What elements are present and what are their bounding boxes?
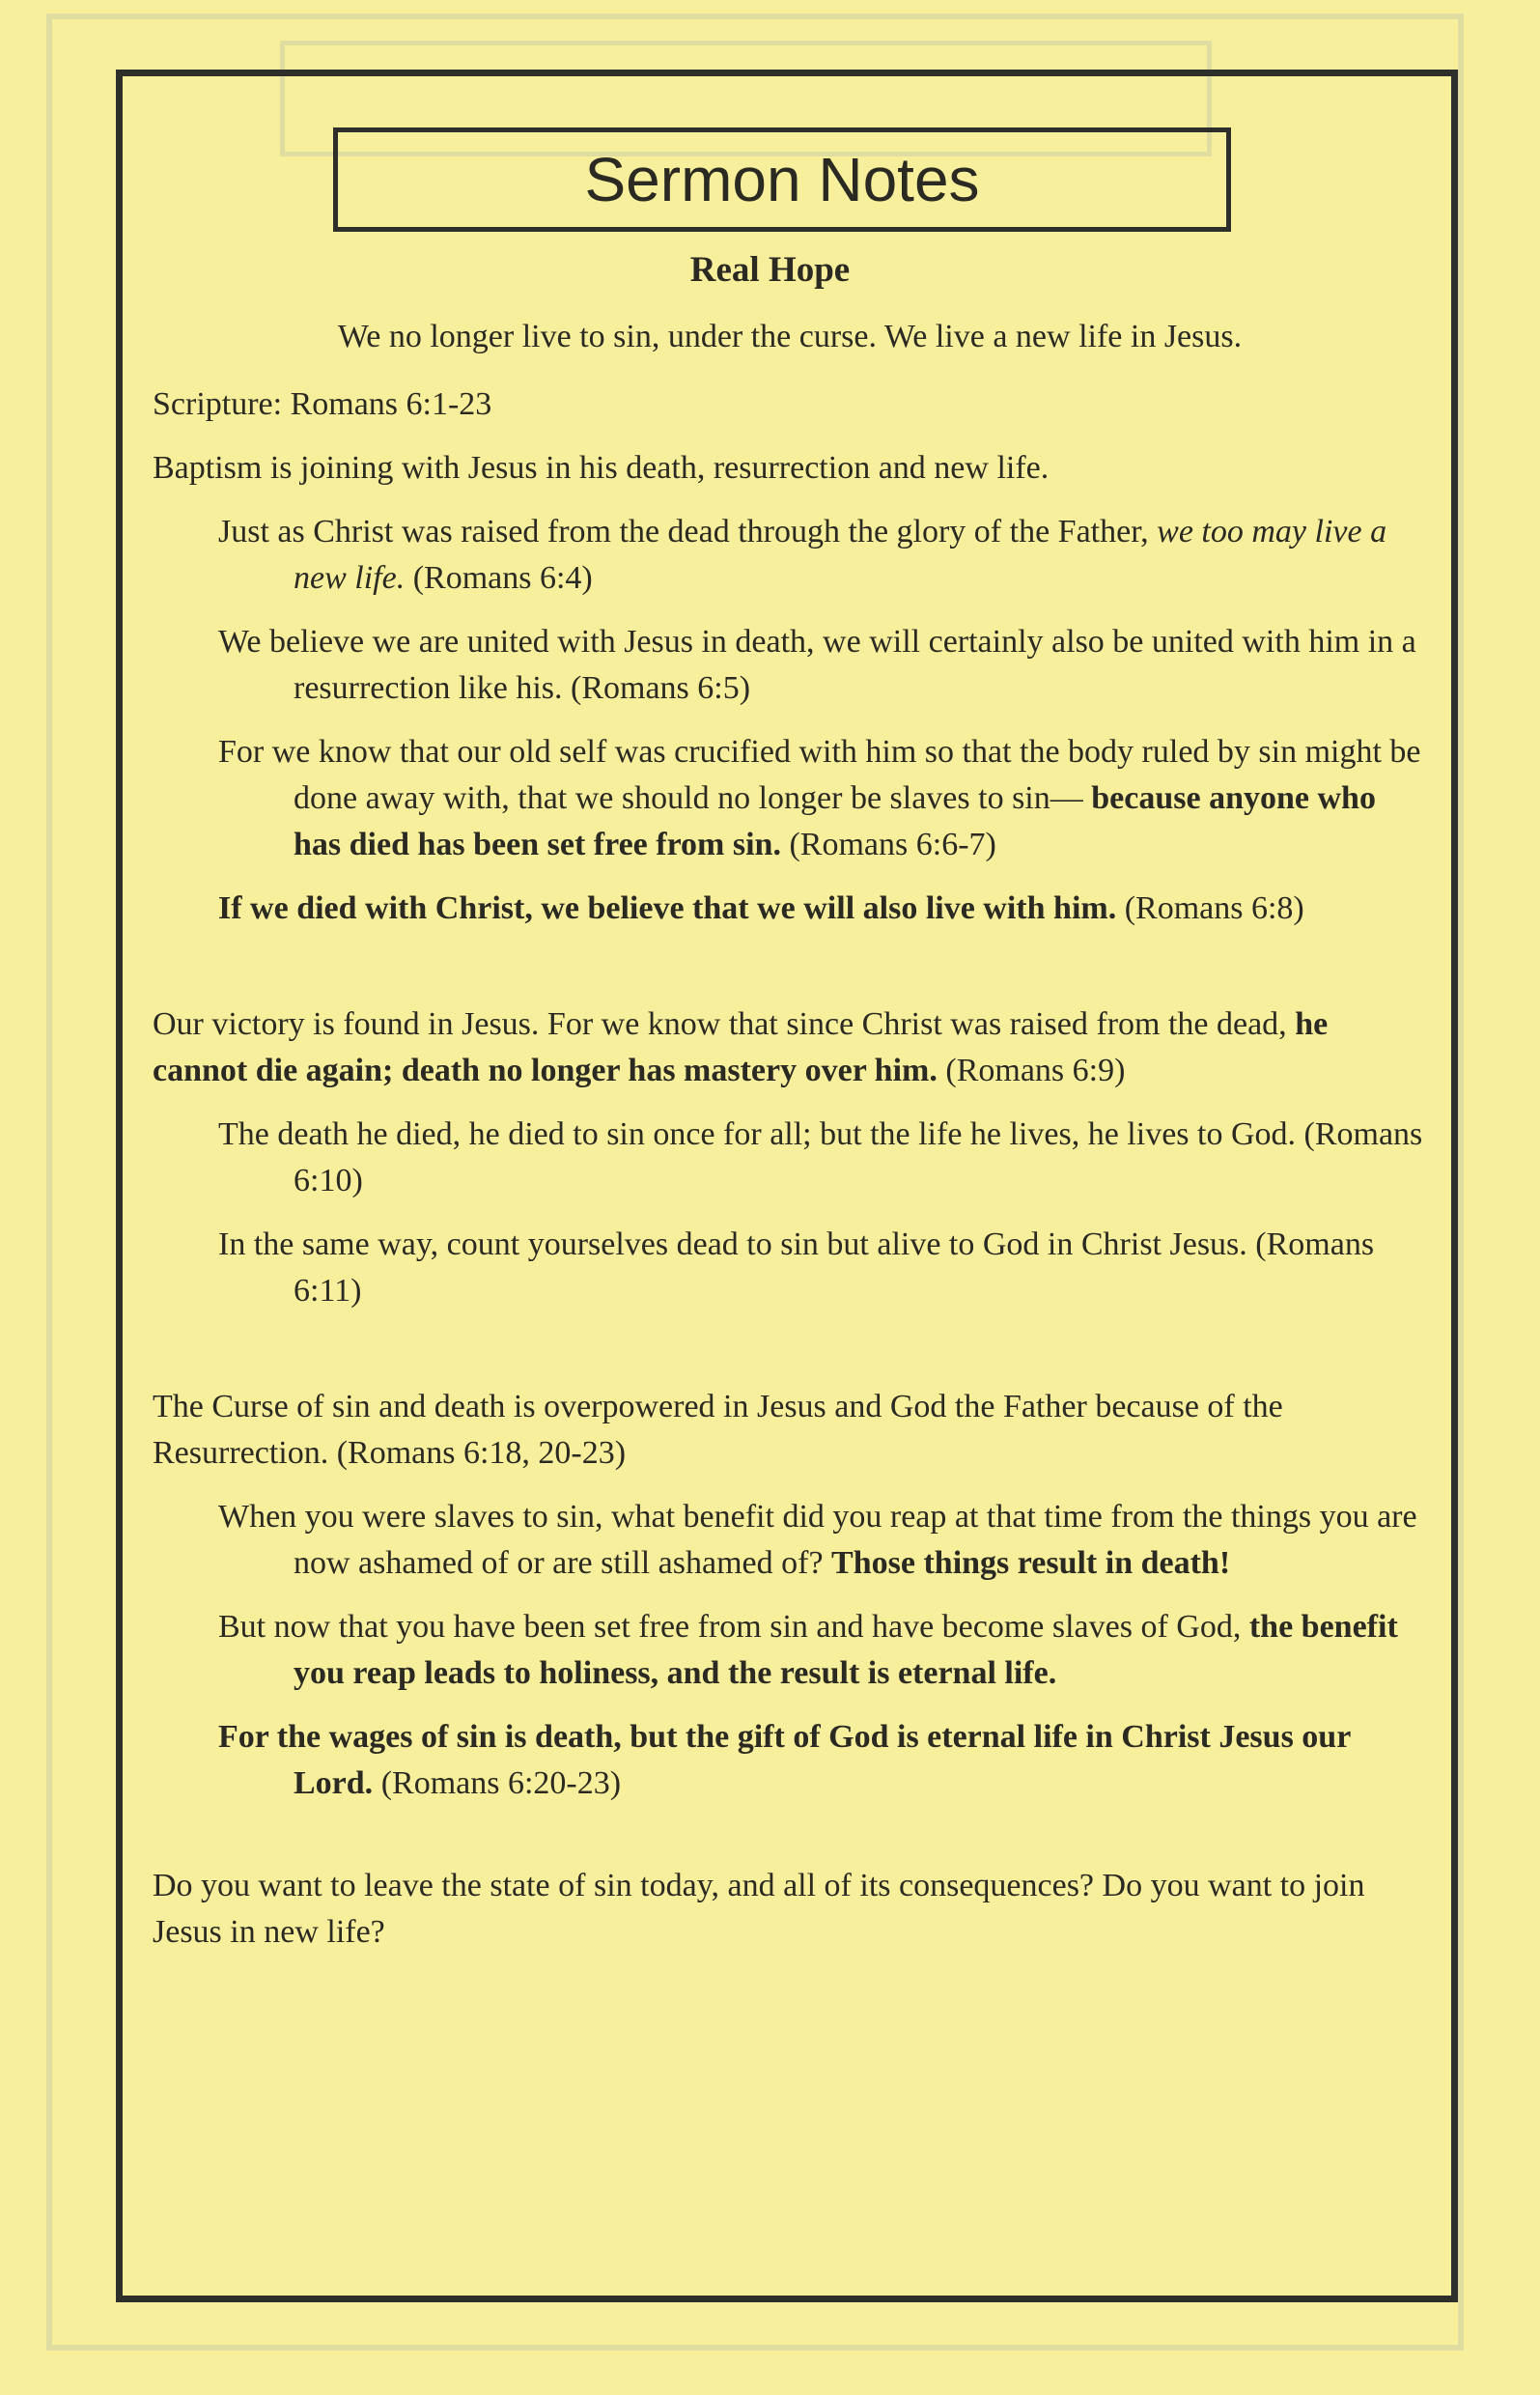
title-box bbox=[333, 127, 1231, 232]
baptism-sub-2: We believe we are united with Jesus in death, we will certainly also be united with him in a resurrection like his. (Romans 6:5) bbox=[218, 624, 1416, 706]
curse-sub-2-bold: the benefit you reap leads to holiness, and the result is eternal life. bbox=[294, 1609, 1398, 1691]
baptism-sub-3 bbox=[153, 729, 1427, 868]
page-title: Sermon Notes bbox=[584, 145, 980, 214]
baptism-sub-3-text: For we know that our old self was crucified with him so that the body ruled by sin might be done away with, that we should no longer be slaves to sin— bbox=[218, 734, 1421, 816]
victory-sub-1: The death he died, he died to sin once for all; but the life he lives, he lives to God. (Romans 6:10) bbox=[218, 1116, 1423, 1198]
baptism-sub-1-text: Just as Christ was raised from the dead through the glory of the Father, bbox=[218, 514, 1158, 549]
baptism-sub-4 bbox=[153, 886, 1427, 932]
intro-line: We no longer live to sin, under the curse. We live a new life in Jesus. bbox=[337, 319, 1243, 354]
closing-question: Do you want to leave the state of sin today, and all of its consequences? Do you want to join Jesus in new life? bbox=[153, 1868, 1365, 1950]
curse-sub-3-bold: For the wages of sin is death, but the gift of God is eternal life in Christ Jesus our Lord. bbox=[218, 1719, 1351, 1801]
victory-point bbox=[153, 1001, 1427, 1094]
victory-text: Our victory is found in Jesus. For we know that since Christ was raised from the dead, bbox=[153, 1006, 1296, 1042]
baptism-sub-3-bold: because anyone who has died has been set free from sin. bbox=[294, 780, 1376, 862]
baptism-sub-4-bold: If we died with Christ, we believe that we will also live with him. bbox=[218, 890, 1117, 926]
scripture-line: Scripture: Romans 6:1-23 bbox=[153, 386, 492, 422]
curse-sub-3-ref: (Romans 6:20-23) bbox=[373, 1765, 622, 1801]
victory-bold: he cannot die again; death no longer has mastery over him. bbox=[153, 1006, 1329, 1088]
victory-sub-2: In the same way, count yourselves dead to sin but alive to God in Christ Jesus. (Romans 6:11) bbox=[218, 1226, 1375, 1309]
curse-sub-1 bbox=[153, 1494, 1427, 1587]
baptism-sub-1 bbox=[153, 509, 1427, 602]
curse-sub-3 bbox=[153, 1714, 1427, 1807]
sermon-subtitle: Real Hope bbox=[689, 250, 851, 290]
curse-point: The Curse of sin and death is overpowered in Jesus and God the Father because of the Resurrection. (Romans 6:18, 20-23) bbox=[153, 1389, 1283, 1471]
baptism-sub-4-ref: (Romans 6:8) bbox=[1116, 890, 1304, 926]
baptism-sub-1-italic: we too may live a new life. bbox=[294, 514, 1387, 596]
curse-sub-1-bold: Those things result in death! bbox=[831, 1545, 1231, 1581]
sermon-content bbox=[153, 314, 1427, 1973]
curse-sub-1-text: When you were slaves to sin, what benefit did you reap at that time from the things you are now ashamed of or are still ashamed of? bbox=[218, 1499, 1417, 1581]
curse-sub-2 bbox=[153, 1604, 1427, 1697]
baptism-sub-1-ref: (Romans 6:4) bbox=[405, 560, 593, 596]
curse-sub-2-text: But now that you have been set free from sin and have become slaves of God, bbox=[218, 1609, 1249, 1645]
baptism-sub-3-ref: (Romans 6:6-7) bbox=[780, 827, 996, 862]
baptism-point: Baptism is joining with Jesus in his death, resurrection and new life. bbox=[153, 450, 1050, 486]
victory-ref: (Romans 6:9) bbox=[937, 1053, 1126, 1088]
